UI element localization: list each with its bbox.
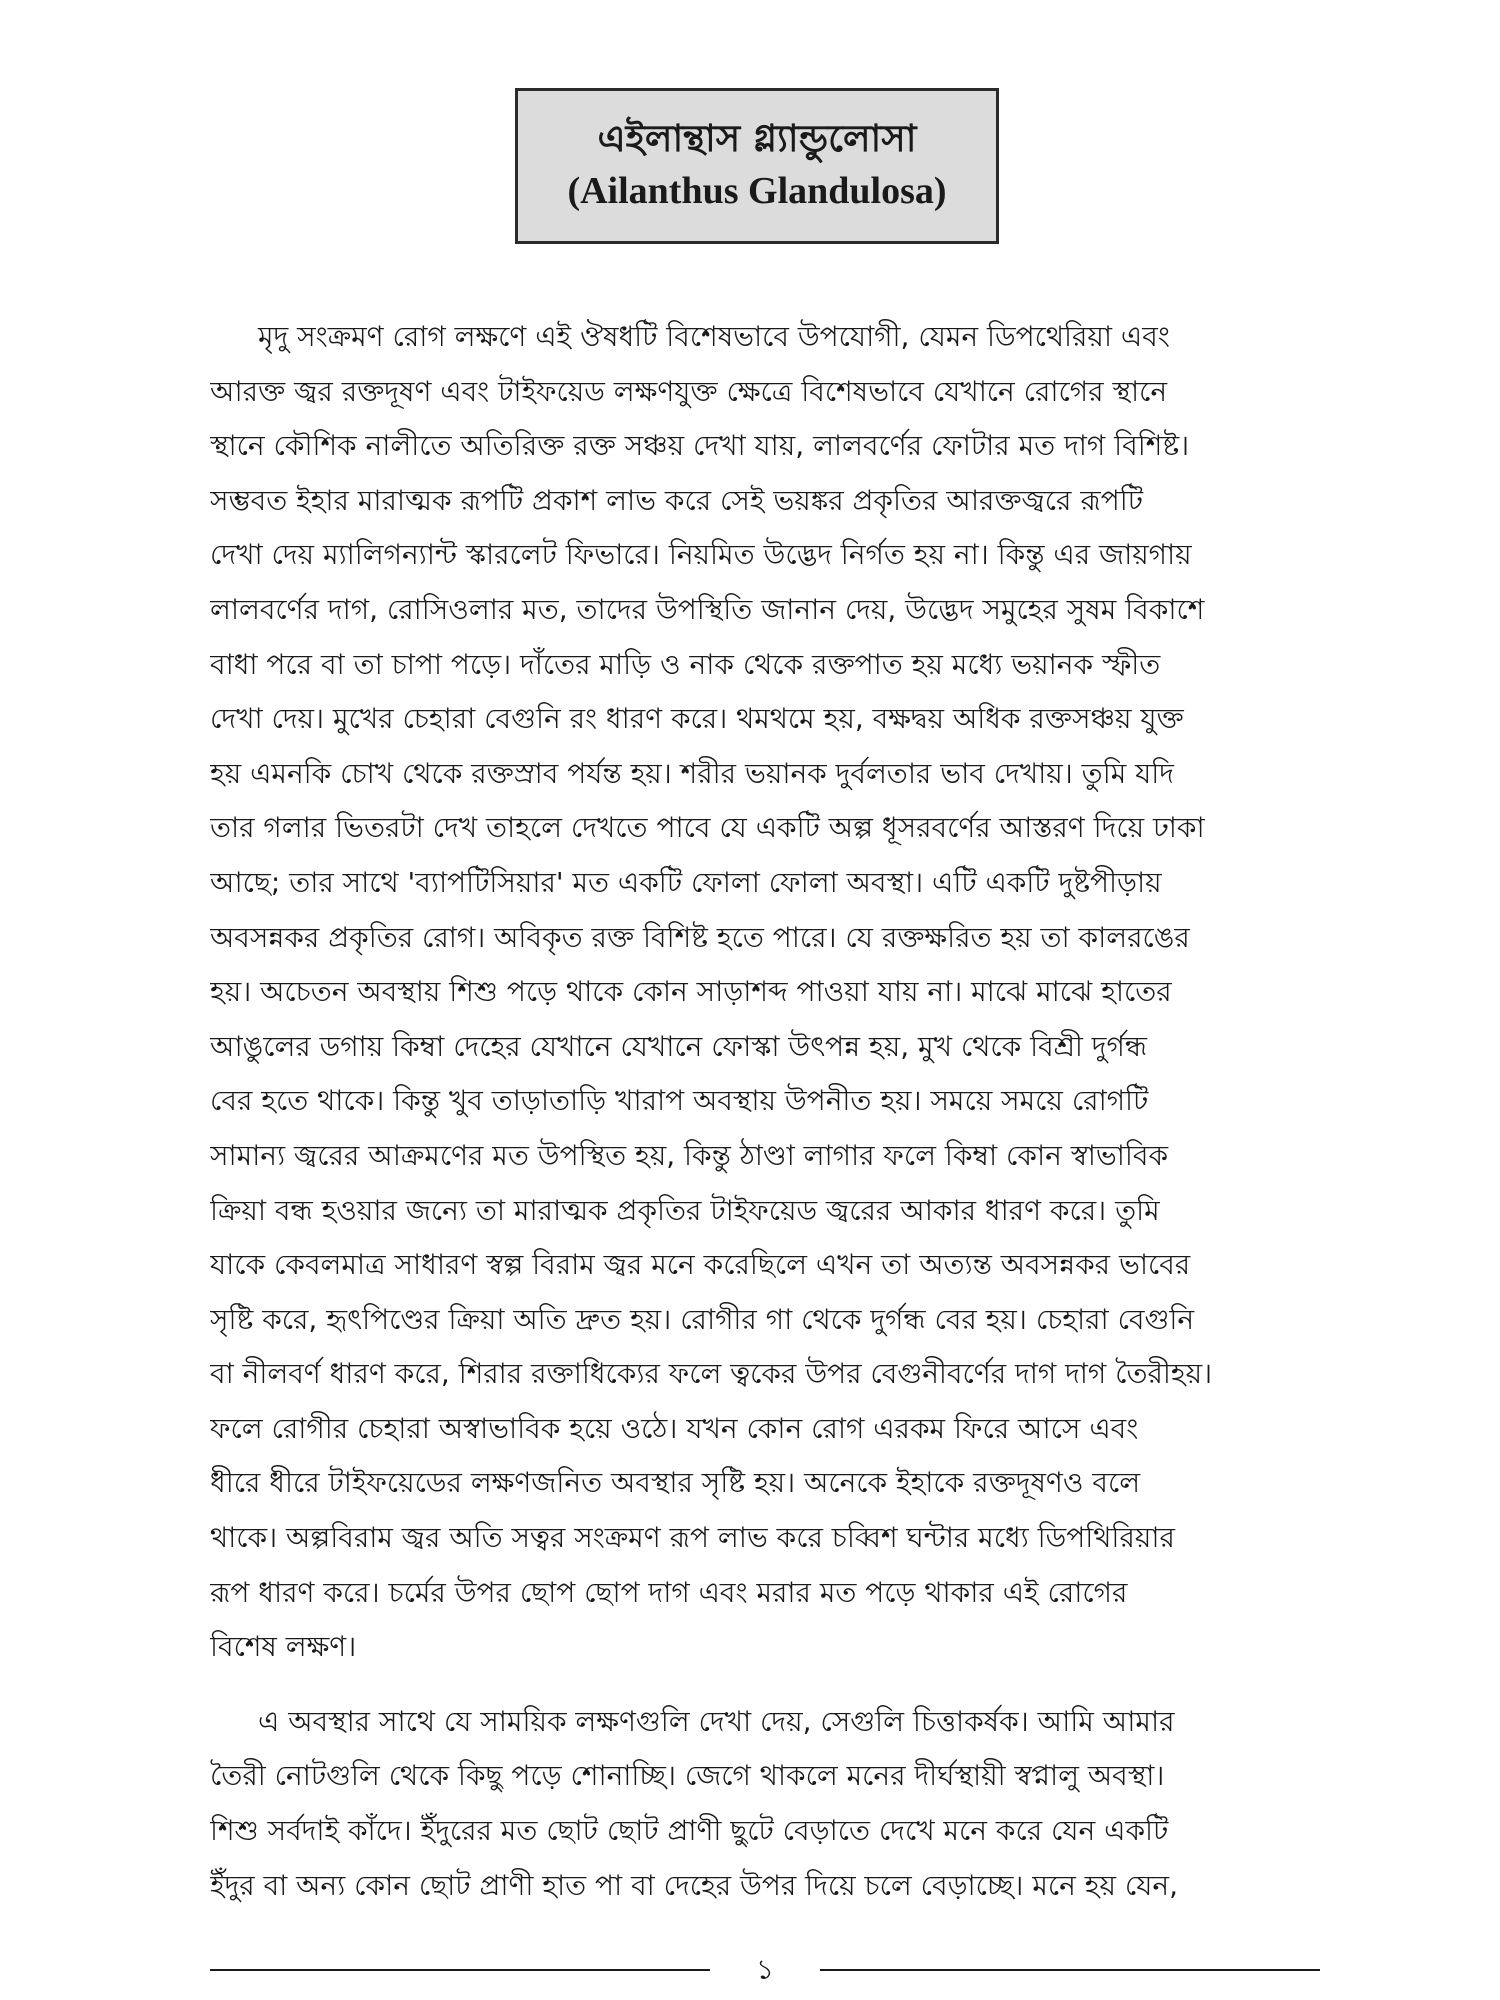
text-line: আঙুলের ডগায় কিম্বা দেহের যেখানে যেখানে ফোস্কা উৎপন্ন হয়, মুখ থেকে বিশ্রী দুর্গন্ধ bbox=[210, 1029, 1147, 1063]
text-line: লালবর্ণের দাগ, রোসিওলার মত, তাদের উপস্থিতি জানান দেয়, উদ্ভেদ সমুহের সুষম বিকাশে bbox=[210, 592, 1205, 626]
text-line: ফলে রোগীর চেহারা অস্বাভাবিক হয়ে ওঠে। যখন কোন রোগ এরকম ফিরে আসে এবং bbox=[210, 1411, 1139, 1445]
title-latin: (Ailanthus Glandulosa) bbox=[567, 170, 947, 212]
footer-rule-right bbox=[820, 1969, 1320, 1971]
paragraph-gap bbox=[210, 1675, 1320, 1695]
text-line: ধীরে ধীরে টাইফয়েডের লক্ষণজনিত অবস্থার সৃষ্টি হয়। অনেকে ইহাকে রক্তদূষণও বলে bbox=[210, 1466, 1141, 1500]
text-line: আছে; তার সাথে 'ব্যাপটিসিয়ার' মত একটি ফোলা ফোলা অবস্থা। এটি একটি দুষ্টপীড়ায় bbox=[210, 865, 1162, 899]
page-number: ১ bbox=[755, 1953, 775, 1986]
text-line: তার গলার ভিতরটা দেখ তাহলে দেখতে পাবে যে একটি অল্প ধূসরবর্ণের আস্তরণ দিয়ে ঢাকা bbox=[210, 811, 1205, 845]
text-line: সম্ভবত ইহার মারাত্মক রূপটি প্রকাশ লাভ করে সেই ভয়ঙ্কর প্রকৃতির আরক্তজ্বরে রূপটি bbox=[210, 483, 1144, 517]
text-line: স্থানে কৌশিক নালীতে অতিরিক্ত রক্ত সঞ্চয় দেখা যায়, লালবর্ণের ফোটার মত দাগ বিশিষ্ট। bbox=[210, 429, 1190, 463]
text-line: যাকে কেবলমাত্র সাধারণ স্বল্প বিরাম জ্বর মনে করেছিলে এখন তা অত্যন্ত অবসন্নকর ভাবের bbox=[210, 1248, 1191, 1282]
text-line: আরক্ত জ্বর রক্তদূষণ এবং টাইফয়েড লক্ষণযুক্ত ক্ষেত্রে বিশেষভাবে যেখানে রোগের স্থানে bbox=[210, 374, 1168, 408]
body-text bbox=[210, 310, 1320, 1913]
text-line: এ অবস্থার সাথে যে সাময়িক লক্ষণগুলি দেখা দেয়, সেগুলি চিত্তাকর্ষক। আমি আমার bbox=[258, 1704, 1175, 1738]
page-footer bbox=[210, 1952, 1320, 1988]
text-line: বা নীলবর্ণ ধারণ করে, শিরার রক্তাধিক্যের ফলে ত্বকের উপর বেগুনীবর্ণের দাগ দাগ তৈরীহয়। bbox=[210, 1357, 1213, 1391]
text-line: বাধা পরে বা তা চাপা পড়ে। দাঁতের মাড়ি ও নাক থেকে রক্তপাত হয় মধ্যে ভয়ানক স্ফীত bbox=[210, 647, 1161, 681]
text-line: মৃদু সংক্রমণ রোগ লক্ষণে এই ঔষধটি বিশেষভাবে উপযোগী, যেমন ডিপথেরিয়া এবং bbox=[258, 320, 1170, 353]
text-line: সৃষ্টি করে, হৃৎপিণ্ডের ক্রিয়া অতি দ্রুত হয়। রোগীর গা থেকে দুর্গন্ধ বের হয়। চেহারা বেগুনি bbox=[210, 1302, 1195, 1336]
title-box bbox=[515, 88, 999, 244]
text-line: থাকে। অল্পবিরাম জ্বর অতি সত্বর সংক্রমণ রূপ লাভ করে চব্বিশ ঘন্টার মধ্যে ডিপথিরিয়ার bbox=[210, 1521, 1175, 1555]
text-line: রূপ ধারণ করে। চর্মের উপর ছোপ ছোপ দাগ এবং মরার মত পড়ে থাকার এই রোগের bbox=[210, 1575, 1128, 1609]
text-line: সামান্য জ্বরের আক্রমণের মত উপস্থিত হয়, কিন্তু ঠাণ্ডা লাগার ফলে কিম্বা কোন স্বাভাবিক bbox=[210, 1138, 1169, 1172]
paragraph-1 bbox=[210, 310, 1320, 1675]
paragraph-2 bbox=[210, 1695, 1320, 1913]
text-line: অবসন্নকর প্রকৃতির রোগ। অবিকৃত রক্ত বিশিষ্ট হতে পারে। যে রক্তক্ষরিত হয় তা কালরঙের bbox=[210, 920, 1190, 954]
text-line: বিশেষ লক্ষণ। bbox=[210, 1630, 357, 1664]
text-line: শিশু সর্বদাই কাঁদে। ইঁদুরের মত ছোট ছোট প্রাণী ছুটে বেড়াতে দেখে মনে করে যেন একটি bbox=[210, 1814, 1169, 1848]
text-line: দেখা দেয় ম্যালিগন্যান্ট স্কারলেট ফিভারে। নিয়মিত উদ্ভেদ নির্গত হয় না। কিন্তু এর জায়গায় bbox=[210, 538, 1192, 572]
text-line: বের হতে থাকে। কিন্তু খুব তাড়াতাড়ি খারাপ অবস্থায় উপনীত হয়। সময়ে সময়ে রোগটি bbox=[210, 1084, 1149, 1118]
text-line: হয় এমনকি চোখ থেকে রক্তস্রাব পর্যন্ত হয়। শরীর ভয়ানক দুর্বলতার ভাব দেখায়। তুমি যদি bbox=[210, 756, 1175, 790]
text-line: দেখা দেয়। মুখের চেহারা বেগুনি রং ধারণ করে। থমথমে হয়, বক্ষদ্বয় অধিক রক্তসঞ্চয় যুক্ত bbox=[210, 702, 1184, 736]
title-bengali: এইলান্থাস গ্ল্যান্ডুলোসা bbox=[597, 117, 917, 160]
text-line: ইঁদুর বা অন্য কোন ছোট প্রাণী হাত পা বা দেহের উপর দিয়ে চলে বেড়াচ্ছে। মনে হয় যেন, bbox=[210, 1868, 1178, 1902]
text-line: ক্রিয়া বন্ধ হওয়ার জন্যে তা মারাত্মক প্রকৃতির টাইফয়েড জ্বরের আকার ধারণ করে। তুমি bbox=[210, 1193, 1160, 1227]
text-line: তৈরী নোটগুলি থেকে কিছু পড়ে শোনাচ্ছি। জেগে থাকলে মনের দীর্ঘস্থায়ী স্বপ্নালু অবস্থা। bbox=[210, 1759, 1165, 1793]
text-line: হয়। অচেতন অবস্থায় শিশু পড়ে থাকে কোন সাড়াশব্দ পাওয়া যায় না। মাঝে মাঝে হাতের bbox=[210, 975, 1172, 1009]
footer-rule-left bbox=[210, 1969, 710, 1971]
